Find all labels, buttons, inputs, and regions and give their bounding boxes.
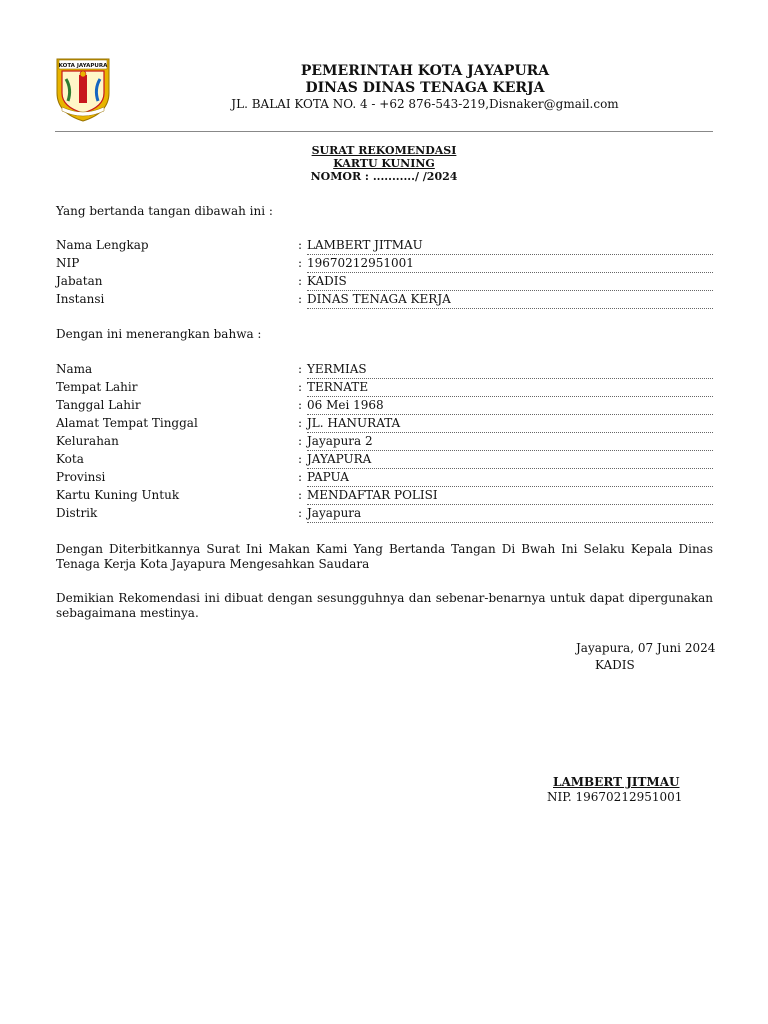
subject-field-value: JL. HANURATA — [307, 416, 713, 433]
header-divider — [55, 131, 713, 132]
subject-field-value: TERNATE — [307, 380, 713, 397]
subject-field-value: 06 Mei 1968 — [307, 398, 713, 415]
subject-field-row — [56, 488, 713, 506]
subject-field-row — [56, 470, 713, 488]
subject-field-row — [56, 416, 713, 434]
signer-field-label: Instansi — [56, 292, 105, 306]
signer-field-row — [56, 274, 713, 292]
subject-field-label: Alamat Tempat Tinggal — [56, 416, 198, 430]
subject-field-label: Kartu Kuning Untuk — [56, 488, 180, 502]
signature-nip: NIP. 19670212951001 — [547, 790, 683, 804]
subject-field-label: Tempat Lahir — [56, 380, 138, 394]
subject-field-colon: : — [298, 506, 303, 520]
signer-field-row — [56, 256, 713, 274]
signer-field-row — [56, 292, 713, 310]
subject-field-colon: : — [298, 488, 303, 502]
letter-number: NOMOR : .........../ /2024 — [310, 170, 458, 183]
signature-place-date: Jayapura, 07 Juni 2024 — [576, 641, 716, 655]
subject-field-value: JAYAPURA — [307, 452, 713, 469]
subject-field-row — [56, 362, 713, 380]
subject-field-colon: : — [298, 416, 303, 430]
subject-field-value: Jayapura 2 — [307, 434, 713, 451]
subject-field-colon: : — [298, 470, 303, 484]
signer-field-value: 19670212951001 — [307, 256, 713, 273]
subject-field-value: MENDAFTAR POLISI — [307, 488, 713, 505]
subject-field-label: Tanggal Lahir — [56, 398, 141, 412]
intro-signer: Yang bertanda tangan dibawah ini : — [56, 204, 273, 218]
signer-field-label: Nama Lengkap — [56, 238, 149, 252]
subject-field-colon: : — [298, 362, 303, 376]
letter-subtitle: KARTU KUNING — [333, 157, 435, 170]
signature-position: KADIS — [595, 658, 635, 672]
closing-paragraph: Demikian Rekomendasi ini dibuat dengan sesungguhnya dan sebenar-benarnya untuk dapat dipergunakan sebagaimana mestinya. — [56, 591, 713, 620]
subject-field-colon: : — [298, 452, 303, 466]
signer-field-colon: : — [298, 292, 303, 306]
subject-field-label: Kelurahan — [56, 434, 119, 448]
header-address: JL. BALAI KOTA NO. 4 - +62 876-543-219,Disnaker@gmail.com — [231, 97, 619, 111]
subject-field-label: Distrik — [56, 506, 98, 520]
signature-name: LAMBERT JITMAU — [553, 775, 680, 789]
city-crest-logo — [54, 55, 112, 123]
signer-field-colon: : — [298, 238, 303, 252]
signer-field-value: KADIS — [307, 274, 713, 291]
header-agency-name: DINAS DINAS TENAGA KERJA — [305, 80, 545, 96]
subject-field-label: Nama — [56, 362, 93, 376]
subject-field-colon: : — [298, 380, 303, 394]
subject-field-label: Kota — [56, 452, 84, 466]
subject-field-row — [56, 380, 713, 398]
signer-field-colon: : — [298, 274, 303, 288]
signer-field-label: NIP — [56, 256, 80, 270]
subject-field-colon: : — [298, 398, 303, 412]
signer-field-value: LAMBERT JITMAU — [307, 238, 713, 255]
subject-field-colon: : — [298, 434, 303, 448]
signer-field-row — [56, 238, 713, 256]
subject-field-value: PAPUA — [307, 470, 713, 487]
subject-field-row — [56, 398, 713, 416]
signer-field-label: Jabatan — [56, 274, 103, 288]
subject-field-row — [56, 434, 713, 452]
svg-text:KOTA JAYAPURA: KOTA JAYAPURA — [58, 63, 108, 69]
subject-field-value: Jayapura — [307, 506, 713, 523]
intro-subject: Dengan ini menerangkan bahwa : — [56, 327, 262, 341]
subject-field-row — [56, 452, 713, 470]
signer-field-value: DINAS TENAGA KERJA — [307, 292, 713, 309]
subject-field-value: YERMIAS — [307, 362, 713, 379]
statement-paragraph: Dengan Diterbitkannya Surat Ini Makan Kami Yang Bertanda Tangan Di Bwah Ini Selaku Kepala Dinas Tenaga Kerja Kota Jayapura Mengesahkan Saudara — [56, 542, 713, 571]
subject-field-row — [56, 506, 713, 524]
header-government-name: PEMERINTAH KOTA JAYAPURA — [300, 63, 550, 79]
signer-field-colon: : — [298, 256, 303, 270]
letter-title: SURAT REKOMENDASI — [311, 144, 457, 157]
subject-field-label: Provinsi — [56, 470, 106, 484]
